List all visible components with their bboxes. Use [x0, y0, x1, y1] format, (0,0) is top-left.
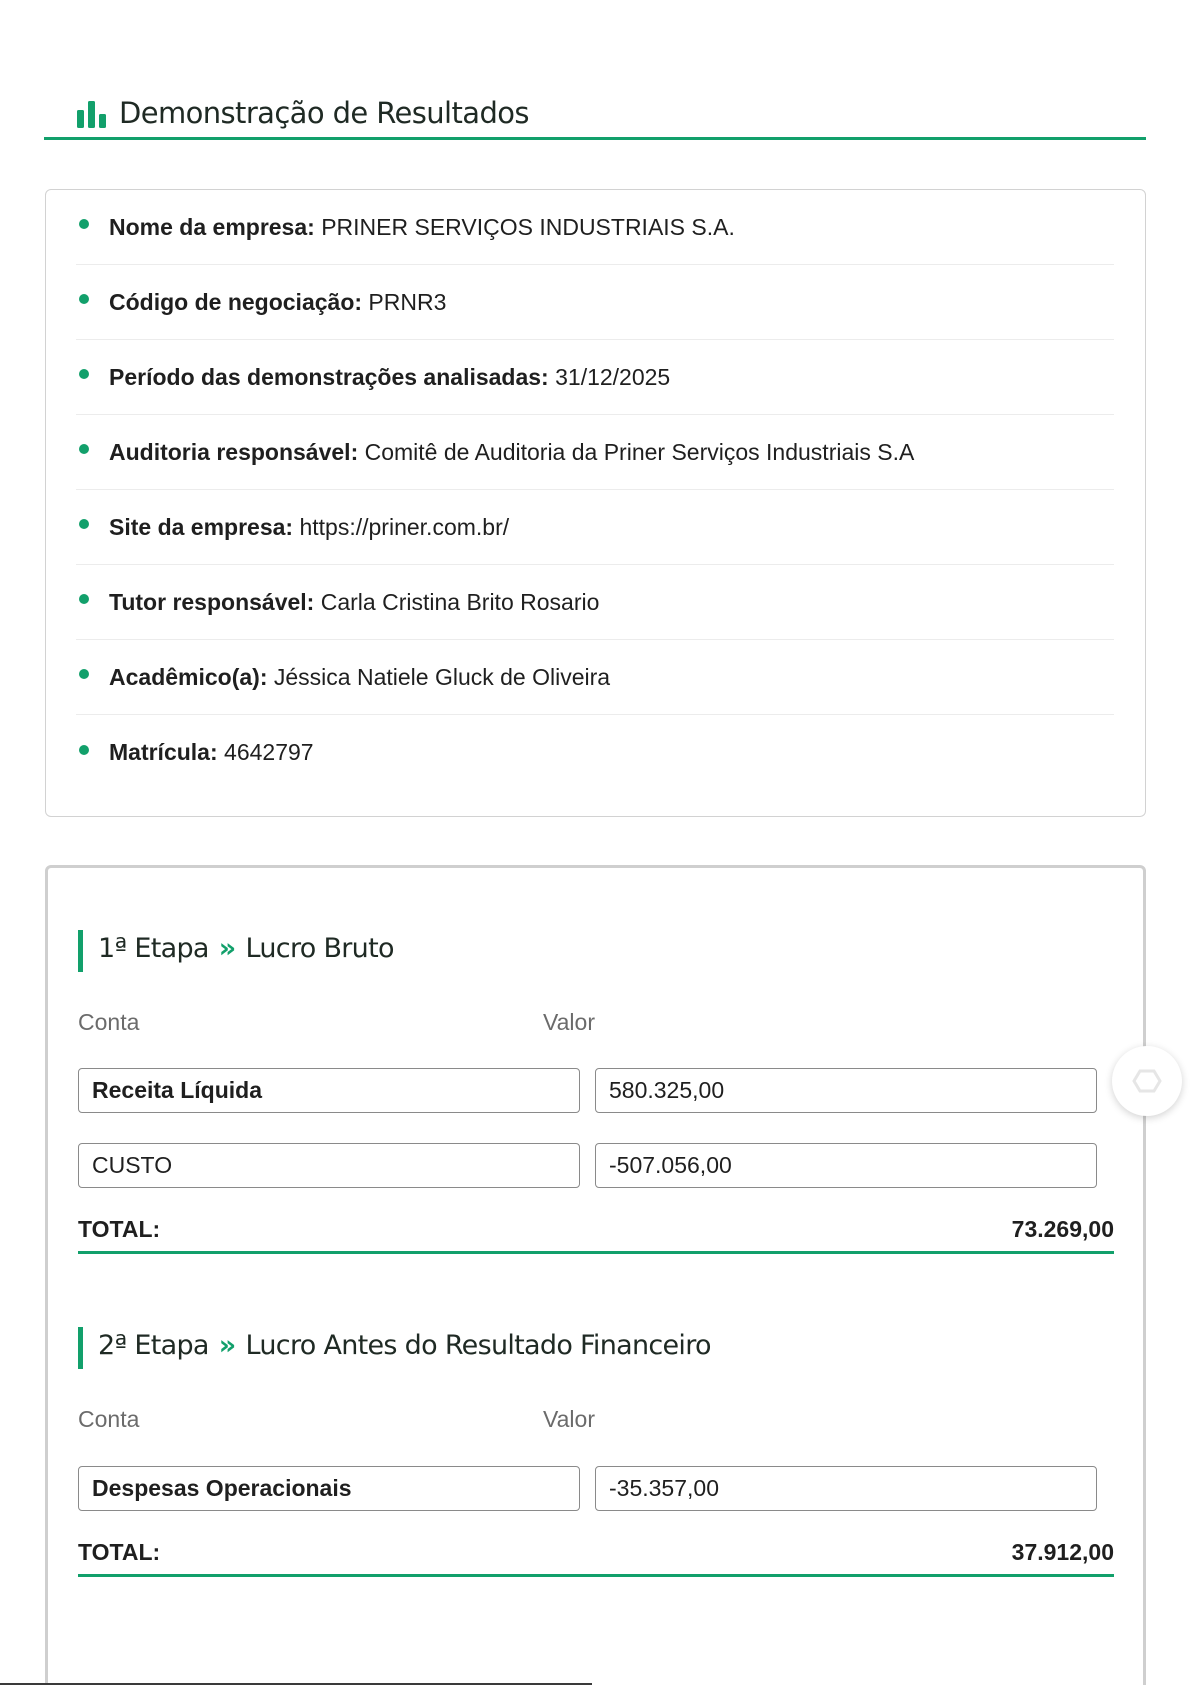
info-row-company-name — [76, 190, 1114, 265]
info-label: Código de negociação: — [109, 289, 363, 315]
double-chevron-right-icon: » — [218, 1330, 236, 1361]
company-info-card — [45, 189, 1146, 817]
step-1-stage: 1ª Etapa — [98, 933, 209, 964]
bullet-icon — [79, 294, 89, 304]
info-row-ticker — [76, 265, 1114, 340]
account-field[interactable]: Despesas Operacionais — [78, 1466, 580, 1511]
column-label-account: Conta — [78, 1009, 140, 1035]
bullet-icon — [79, 369, 89, 379]
account-field[interactable]: CUSTO — [78, 1143, 580, 1188]
navigate-icon — [1132, 1067, 1162, 1095]
bar-chart-icon — [76, 100, 108, 128]
info-row-registration — [76, 715, 1114, 790]
info-row-website — [76, 490, 1114, 565]
value-field[interactable]: -35.357,00 — [595, 1466, 1097, 1511]
floating-navigate-button[interactable] — [1112, 1046, 1182, 1116]
info-label: Site da empresa: — [109, 514, 294, 540]
value-field[interactable]: -507.056,00 — [595, 1143, 1097, 1188]
total-label: TOTAL: — [78, 1539, 161, 1565]
info-label: Nome da empresa: — [109, 214, 315, 240]
info-row-student — [76, 640, 1114, 715]
info-label: Matrícula: — [109, 739, 218, 765]
column-label-value: Valor — [543, 1406, 595, 1432]
total-value: 37.912,00 — [1011, 1539, 1114, 1565]
bullet-icon — [79, 594, 89, 604]
info-label: Auditoria responsável: — [109, 439, 359, 465]
step-2-heading — [78, 1327, 778, 1369]
step-1-title: Lucro Bruto — [245, 933, 394, 964]
info-row-auditor — [76, 415, 1114, 490]
info-row-tutor — [76, 565, 1114, 640]
info-value: Jéssica Natiele Gluck de Oliveira — [273, 664, 611, 690]
column-label-account: Conta — [78, 1406, 140, 1432]
info-label: Período das demonstrações analisadas: — [109, 364, 549, 390]
step-2-stage: 2ª Etapa — [98, 1330, 209, 1361]
info-value: PRNR3 — [368, 289, 447, 315]
info-value: 31/12/2025 — [555, 364, 671, 390]
step-2-title: Lucro Antes do Resultado Financeiro — [245, 1330, 711, 1361]
bullet-icon — [79, 519, 89, 529]
info-value: Comitê de Auditoria da Priner Serviços Industriais S.A — [364, 439, 915, 465]
bullet-icon — [79, 745, 89, 755]
column-label-value: Valor — [543, 1009, 595, 1035]
info-value: PRINER SERVIÇOS INDUSTRIAIS S.A. — [321, 214, 735, 240]
value-field[interactable]: 580.325,00 — [595, 1068, 1097, 1113]
info-label: Acadêmico(a): — [109, 664, 268, 690]
bullet-icon — [79, 219, 89, 229]
info-value: 4642797 — [224, 739, 314, 765]
page-header — [44, 92, 1146, 140]
total-label: TOTAL: — [78, 1216, 161, 1242]
website-link[interactable]: https://priner.com.br/ — [299, 514, 510, 540]
page-title: Demonstração de Resultados — [119, 96, 529, 130]
income-statement-steps-card — [45, 865, 1146, 1685]
bullet-icon — [79, 669, 89, 679]
step-1-heading — [78, 930, 778, 972]
info-value: Carla Cristina Brito Rosario — [320, 589, 600, 615]
bullet-icon — [79, 444, 89, 454]
step-2-total — [78, 1534, 1114, 1577]
account-field[interactable]: Receita Líquida — [78, 1068, 580, 1113]
info-row-period — [76, 340, 1114, 415]
info-label: Tutor responsável: — [109, 589, 315, 615]
double-chevron-right-icon: » — [218, 933, 236, 964]
total-value: 73.269,00 — [1011, 1216, 1114, 1242]
step-1-total — [78, 1211, 1114, 1254]
